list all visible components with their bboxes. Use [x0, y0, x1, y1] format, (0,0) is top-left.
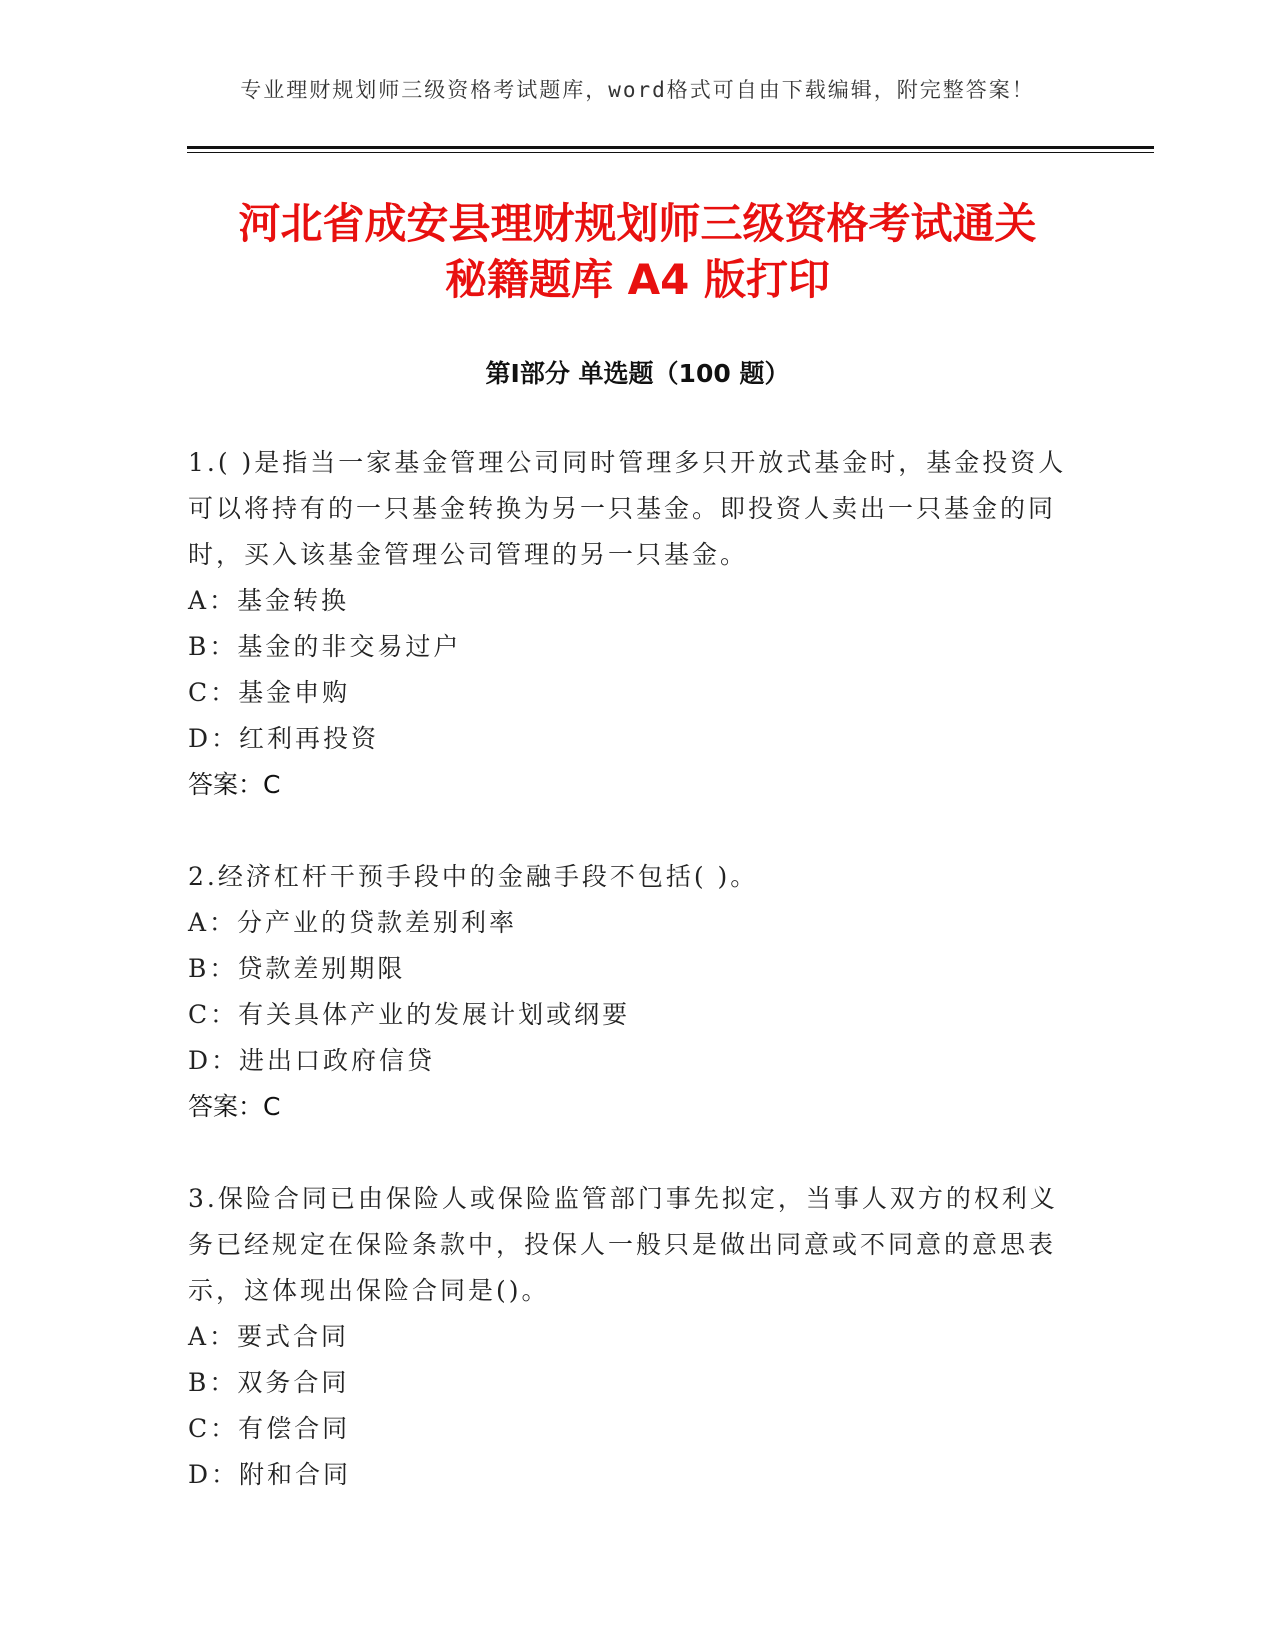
- option-c: C：有关具体产业的发展计划或纲要: [188, 1000, 631, 1029]
- option-b: B：基金的非交易过户: [188, 632, 462, 661]
- document-title-line-1: 河北省成安县理财规划师三级资格考试通关: [238, 199, 1037, 248]
- option-a: A：基金转换: [188, 586, 350, 615]
- option-a: A：分产业的贷款差别利率: [188, 908, 518, 937]
- question-2: [188, 854, 1068, 1130]
- question-list: [188, 440, 1068, 1544]
- section-title: 第Ⅰ部分 单选题（100 题）: [485, 359, 790, 388]
- question-1: [188, 440, 1068, 808]
- question-stem: 1.( )是指当一家基金管理公司同时管理多只开放式基金时，基金投资人可以将持有的一只基金转换为另一只基金。即投资人卖出一只基金的同时，买入该基金管理公司管理的另一只基金。: [188, 448, 1067, 569]
- option-c: C：有偿合同: [188, 1414, 351, 1443]
- option-d: D：红利再投资: [188, 724, 380, 753]
- option-b: B：双务合同: [188, 1368, 350, 1397]
- header-divider-thin: [187, 152, 1154, 153]
- question-stem: 2.经济杠杆干预手段中的金融手段不包括( )。: [188, 862, 759, 891]
- question-3: [188, 1176, 1068, 1498]
- header-divider-thick: [187, 146, 1154, 149]
- document-title-line-2: 秘籍题库 A4 版打印: [445, 255, 830, 304]
- document-title: [150, 196, 1125, 308]
- header-note: 专业理财规划师三级资格考试题库，word格式可自由下载编辑，附完整答案！: [240, 78, 1035, 102]
- option-a: A：要式合同: [188, 1322, 350, 1351]
- option-d: D：附和合同: [188, 1460, 352, 1489]
- option-b: B：贷款差别期限: [188, 954, 406, 983]
- answer: 答案：C: [188, 770, 281, 799]
- option-d: D：进出口政府信贷: [188, 1046, 436, 1075]
- option-c: C：基金申购: [188, 678, 351, 707]
- answer: 答案：C: [188, 1092, 281, 1121]
- question-stem: 3.保险合同已由保险人或保险监管部门事先拟定，当事人双方的权利义务已经规定在保险条款中，投保人一般只是做出同意或不同意的意思表示，这体现出保险合同是()。: [188, 1184, 1058, 1305]
